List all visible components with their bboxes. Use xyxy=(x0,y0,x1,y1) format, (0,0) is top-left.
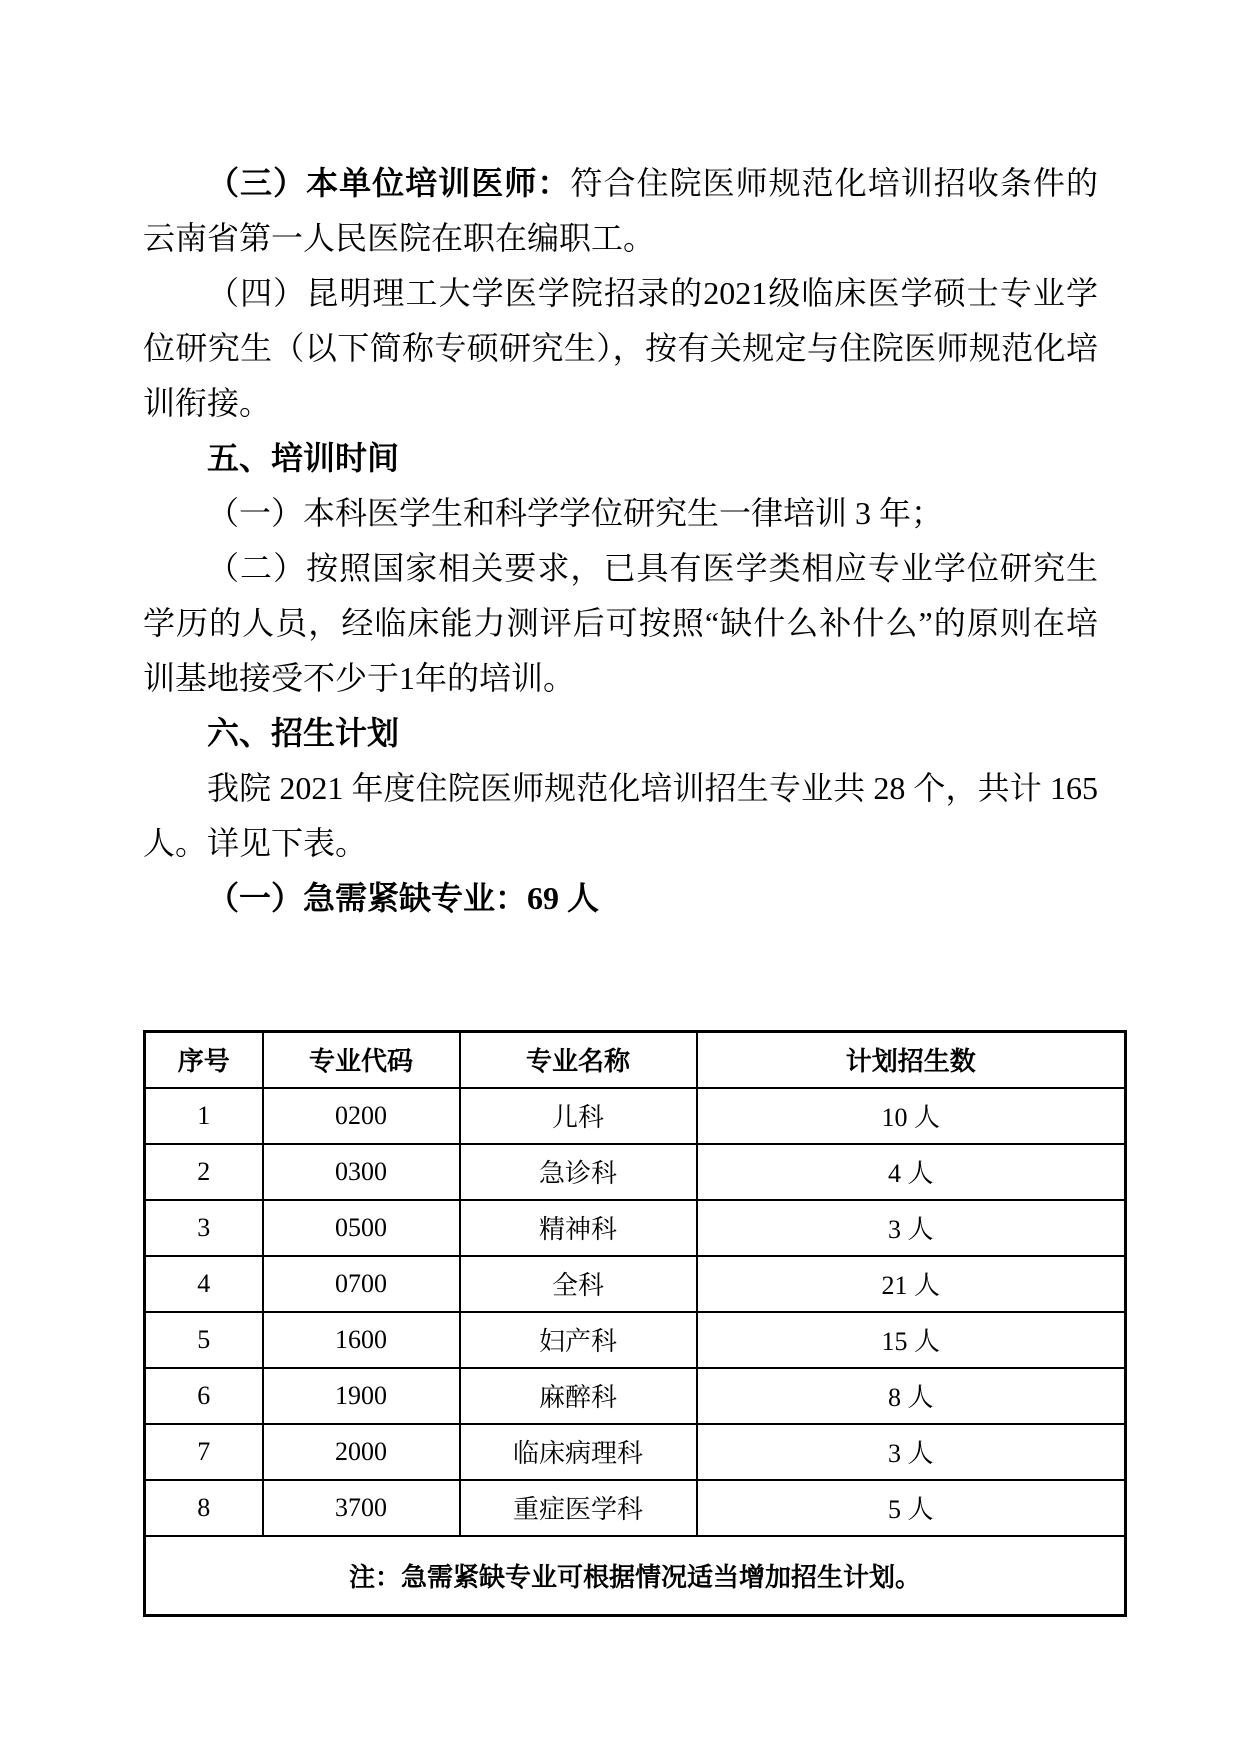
cell-name: 儿科 xyxy=(460,1088,697,1144)
cell-code: 2000 xyxy=(263,1424,460,1480)
cell-quota: 3 人 xyxy=(697,1200,1126,1256)
table-header-row xyxy=(145,1032,1126,1088)
cell-no: 1 xyxy=(145,1088,263,1144)
cell-name: 妇产科 xyxy=(460,1312,697,1368)
table-row xyxy=(145,1424,1126,1480)
table-row xyxy=(145,1368,1126,1424)
cell-quota: 3 人 xyxy=(697,1424,1126,1480)
paragraph-item-3-lead: （三）本单位培训医师： xyxy=(207,165,571,201)
table-row xyxy=(145,1088,1126,1144)
heading-section-6-enrollment-plan: 六、招生计划 xyxy=(207,715,400,751)
header-cell-quota: 计划招生数 xyxy=(697,1032,1126,1088)
cell-name: 临床病理科 xyxy=(460,1424,697,1480)
paragraph-item-3-text: 符合住院医师规范化培训招收条件的云南省第一人民医院在职在编职工。 xyxy=(143,165,1098,256)
cell-no: 4 xyxy=(145,1256,263,1312)
cell-no: 5 xyxy=(145,1312,263,1368)
cell-code: 3700 xyxy=(263,1480,460,1536)
table-row xyxy=(145,1144,1126,1200)
cell-quota: 4 人 xyxy=(697,1144,1126,1200)
document-content xyxy=(143,0,1124,1617)
cell-code: 1900 xyxy=(263,1368,460,1424)
cell-no: 3 xyxy=(145,1200,263,1256)
cell-quota: 8 人 xyxy=(697,1368,1126,1424)
cell-no: 2 xyxy=(145,1144,263,1200)
cell-no: 7 xyxy=(145,1424,263,1480)
cell-code: 0300 xyxy=(263,1144,460,1200)
cell-code: 0200 xyxy=(263,1088,460,1144)
cell-name: 急诊科 xyxy=(460,1144,697,1200)
heading-urgent-specialties: （一）急需紧缺专业：69 人 xyxy=(207,880,600,916)
document-body xyxy=(143,0,1124,926)
cell-code: 0700 xyxy=(263,1256,460,1312)
table-row xyxy=(145,1312,1126,1368)
paragraph-training-1: （一）本科医学生和科学学位研究生一律培训 3 年； xyxy=(207,495,944,531)
header-cell-no: 序号 xyxy=(145,1032,263,1088)
heading-section-5-training-time: 五、培训时间 xyxy=(207,440,400,476)
table-row xyxy=(145,1480,1126,1536)
cell-quota: 5 人 xyxy=(697,1480,1126,1536)
paragraph-item-4: （四）昆明理工大学医学院招录的2021级临床医学硕士专业学位研究生（以下简称专硕研究生），按有关规定与住院医师规范化培训衔接。 xyxy=(143,275,1098,421)
paragraph-enrollment-summary: 我院 2021 年度住院医师规范化培训招生专业共 28 个，共计 165 人。详见下表。 xyxy=(143,770,1098,861)
cell-name: 麻醉科 xyxy=(460,1368,697,1424)
header-cell-name: 专业名称 xyxy=(460,1032,697,1088)
cell-name: 全科 xyxy=(460,1256,697,1312)
cell-quota: 10 人 xyxy=(697,1088,1126,1144)
table-row xyxy=(145,1200,1126,1256)
table-row xyxy=(145,1256,1126,1312)
table-note-row xyxy=(145,1536,1126,1616)
cell-quota: 21 人 xyxy=(697,1256,1126,1312)
cell-name: 精神科 xyxy=(460,1200,697,1256)
cell-no: 6 xyxy=(145,1368,263,1424)
cell-name: 重症医学科 xyxy=(460,1480,697,1536)
paragraph-item-3 xyxy=(143,156,1124,266)
cell-code: 1600 xyxy=(263,1312,460,1368)
cell-no: 8 xyxy=(145,1480,263,1536)
paragraph-training-2: （二）按照国家相关要求，已具有医学类相应专业学位研究生学历的人员，经临床能力测评后可按照“缺什么补什么”的原则在培训基地接受不少于1年的培训。 xyxy=(143,550,1098,696)
enrollment-table xyxy=(143,1030,1127,1617)
cell-code: 0500 xyxy=(263,1200,460,1256)
header-cell-code: 专业代码 xyxy=(263,1032,460,1088)
table-note: 注：急需紧缺专业可根据情况适当增加招生计划。 xyxy=(145,1536,1126,1616)
cell-quota: 15 人 xyxy=(697,1312,1126,1368)
